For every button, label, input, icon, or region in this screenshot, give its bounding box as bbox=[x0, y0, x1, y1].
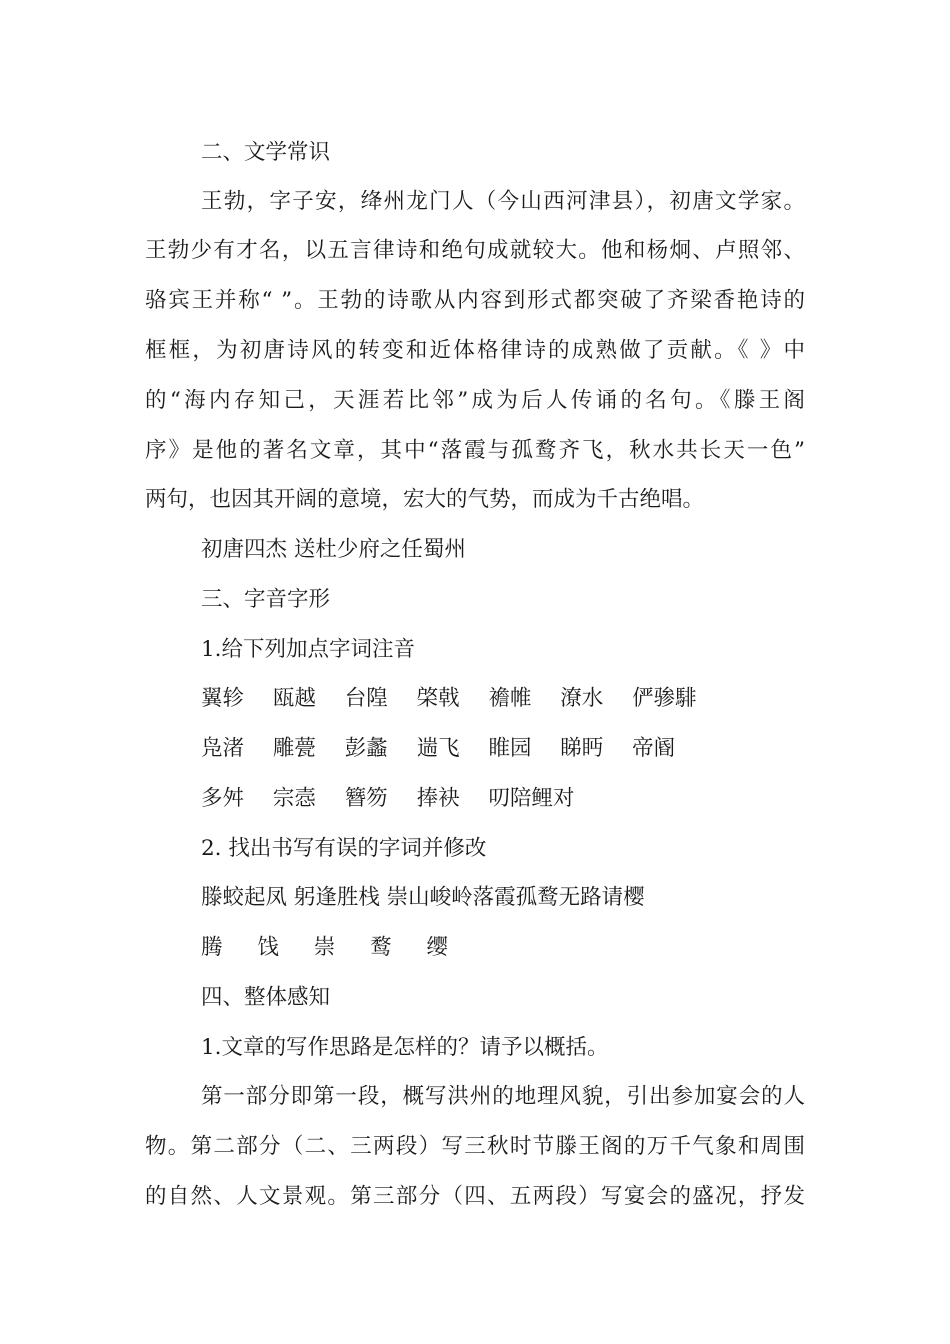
word-item: 瓯越 bbox=[272, 686, 316, 711]
paragraph-line: 序》是他的著名文章，其中“落霞与孤鹜齐飞，秋水共长天一色” bbox=[145, 438, 805, 463]
section-heading-overview: 四、整体感知 bbox=[201, 985, 331, 1010]
question-2: 2. 找出书写有误的字词并修改 bbox=[201, 836, 487, 861]
word-item: 襜帷 bbox=[488, 686, 532, 711]
question-1: 1.给下列加点字词注音 bbox=[201, 637, 416, 662]
section-heading-literature: 二、文学常识 bbox=[201, 140, 331, 165]
word-item: 凫渚 bbox=[201, 736, 245, 761]
correction-item: 腾 bbox=[201, 935, 223, 960]
word-item: 捧袂 bbox=[416, 786, 460, 811]
word-row-1 bbox=[201, 685, 719, 713]
word-item: 台隍 bbox=[344, 686, 388, 711]
paragraph-line: 框框，为初唐诗风的转变和近体格律诗的成熟做了贡献。《 》中 bbox=[145, 338, 805, 363]
word-item: 翼轸 bbox=[201, 686, 245, 711]
paragraph-line: 的自然、人文景观。第三部分（四、五两段）写宴会的盛况，抒发 bbox=[145, 1184, 805, 1209]
word-item: 睢园 bbox=[488, 736, 532, 761]
corrections-row bbox=[201, 934, 476, 962]
section-heading-pronunciation: 三、字音字形 bbox=[201, 587, 331, 612]
paragraph-line: 王勃少有才名，以五言律诗和绝句成就较大。他和杨炯、卢照邻、 bbox=[145, 238, 805, 263]
paragraph-line: 物。第二部分（二、三两段）写三秋时节滕王阁的万千气象和周围 bbox=[145, 1134, 805, 1159]
word-item: 遄飞 bbox=[416, 736, 460, 761]
erroneous-words: 滕蛟起凤 躬逢胜栈 崇山峻岭落霞孤鹜无路请樱 bbox=[201, 885, 645, 910]
word-item: 潦水 bbox=[560, 686, 604, 711]
word-row-2 bbox=[201, 735, 697, 763]
word-item: 彭蠡 bbox=[344, 736, 388, 761]
paragraph-line: 王勃，字子安，绛州龙门人（今山西河津县），初唐文学家。 bbox=[201, 189, 805, 214]
word-item: 俨骖騑 bbox=[632, 686, 697, 711]
correction-item: 缨 bbox=[426, 935, 448, 960]
word-item: 宗悫 bbox=[272, 786, 316, 811]
word-item: 叨陪鲤对 bbox=[488, 786, 575, 811]
paragraph-line: 的“海内存知己，天涯若比邻”成为后人传诵的名句。《滕王阁 bbox=[145, 388, 805, 413]
word-item: 多舛 bbox=[201, 786, 245, 811]
word-item: 棨戟 bbox=[416, 686, 460, 711]
correction-item: 鹜 bbox=[370, 935, 392, 960]
word-item: 睇眄 bbox=[560, 736, 604, 761]
answer-line: 初唐四杰 送杜少府之任蜀州 bbox=[201, 537, 466, 562]
word-row-3 bbox=[201, 785, 596, 813]
word-item: 雕甍 bbox=[272, 736, 316, 761]
word-item: 簪笏 bbox=[344, 786, 388, 811]
paragraph-line: 两句，也因其开阔的意境，宏大的气势，而成为千古绝唱。 bbox=[145, 487, 705, 512]
correction-item: 崇 bbox=[313, 935, 336, 960]
paragraph-line: 骆宾王并称“ ”。王勃的诗歌从内容到形式都突破了齐梁香艳诗的 bbox=[145, 288, 805, 313]
paragraph-line: 第一部分即第一段，概写洪州的地理风貌，引出参加宴会的人 bbox=[201, 1084, 805, 1109]
correction-item: 饯 bbox=[257, 935, 279, 960]
word-item: 帝阍 bbox=[632, 736, 676, 761]
overview-question-1: 1.文章的写作思路是怎样的？请予以概括。 bbox=[201, 1035, 609, 1060]
